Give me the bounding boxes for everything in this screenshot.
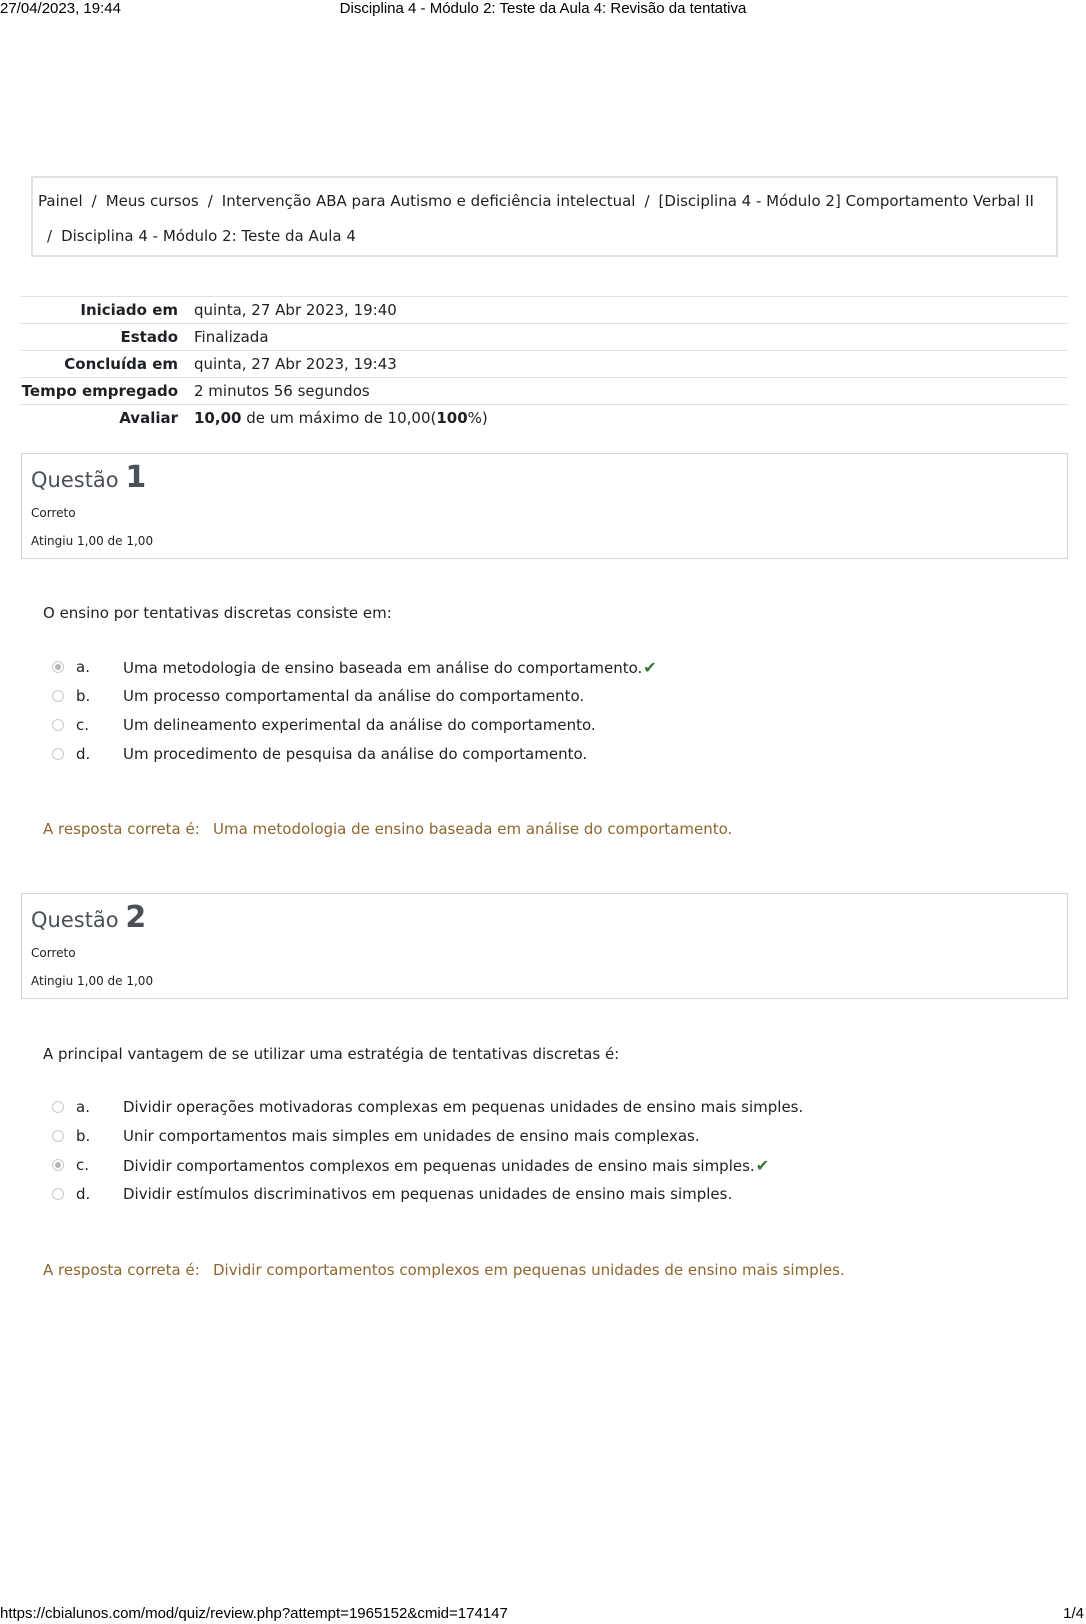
print-title: Disciplina 4 - Módulo 2: Teste da Aula 4: Revisão da tentativa: [339, 0, 747, 17]
question-state: Correto: [31, 946, 76, 960]
summary-value: quinta, 27 Abr 2023, 19:40: [194, 301, 397, 319]
grade-middle: de um máximo de 10,00(: [241, 409, 437, 428]
right-answer-text: Uma metodologia de ensino baseada em análise do comportamento.: [213, 820, 733, 838]
question-1-text: O ensino por tentativas discretas consiste em:: [43, 604, 392, 622]
grade-score: 10,00: [194, 409, 242, 428]
summary-row-state: [21, 324, 1068, 351]
summary-value: Finalizada: [194, 328, 269, 346]
breadcrumb-separator: /: [207, 192, 213, 210]
question-label: Questão: [31, 468, 119, 492]
answer-letter: d.: [76, 1185, 91, 1203]
breadcrumb-item-quiz[interactable]: Disciplina 4 - Módulo 2: Teste da Aula 4: [61, 227, 356, 245]
answer-text: Dividir estímulos discriminativos em pequenas unidades de ensino mais simples.: [123, 1185, 733, 1203]
summary-row-completed: [21, 351, 1068, 378]
check-icon: ✔: [643, 658, 657, 677]
print-datetime: 27/04/2023, 19:44: [0, 0, 121, 17]
question-2-info: [21, 893, 1068, 999]
question-grade: Atingiu 1,00 de 1,00: [31, 534, 154, 548]
breadcrumb-item-meus-cursos[interactable]: Meus cursos: [105, 192, 199, 210]
radio-icon[interactable]: [52, 1101, 64, 1113]
answer-text: Dividir operações motivadoras complexas em pequenas unidades de ensino mais simples.: [123, 1098, 804, 1116]
breadcrumb: [31, 176, 1058, 257]
print-footer: [0, 1604, 1086, 1624]
radio-icon[interactable]: [52, 690, 64, 702]
radio-icon[interactable]: [52, 748, 64, 760]
summary-row-started: [21, 297, 1068, 324]
grade-percent: 100: [436, 409, 468, 428]
radio-icon[interactable]: [52, 1188, 64, 1200]
answer-letter: a.: [76, 658, 90, 676]
summary-value: [186, 405, 1068, 432]
answer-text: [123, 1156, 769, 1175]
answer-text: Um delineamento experimental da análise do comportamento.: [123, 716, 596, 734]
summary-label: Estado: [120, 328, 178, 346]
right-answer-label: A resposta correta é:: [43, 820, 200, 838]
question-label: Questão: [31, 908, 119, 932]
summary-label: Avaliar: [119, 409, 178, 428]
question-2-right-answer: [43, 1261, 845, 1279]
answer-label: Uma metodologia de ensino baseada em análise do comportamento.: [123, 659, 643, 677]
question-grade: Atingiu 1,00 de 1,00: [31, 974, 154, 988]
question-number: 1: [125, 460, 147, 495]
answer-text: Unir comportamentos mais simples em unidades de ensino mais complexas.: [123, 1127, 700, 1145]
breadcrumb-separator: /: [644, 192, 650, 210]
breadcrumb-separator: /: [91, 192, 97, 210]
summary-row-grade: [21, 405, 1068, 432]
question-1-info: [21, 453, 1068, 559]
breadcrumb-separator: /: [47, 227, 53, 245]
answer-label: Dividir comportamentos complexos em pequenas unidades de ensino mais simples.: [123, 1157, 755, 1175]
right-answer-label: A resposta correta é:: [43, 1261, 200, 1279]
answer-letter: a.: [76, 1098, 90, 1116]
print-url: https://cbialunos.com/mod/quiz/review.php?attempt=1965152&cmid=174147: [0, 1605, 508, 1622]
radio-icon[interactable]: [52, 1130, 64, 1142]
answer-letter: c.: [76, 1156, 90, 1174]
answer-letter: b.: [76, 687, 91, 705]
print-header: [0, 0, 1086, 20]
answer-text: Um procedimento de pesquisa da análise do comportamento.: [123, 745, 588, 763]
breadcrumb-item-course[interactable]: Intervenção ABA para Autismo e deficiência intelectual: [221, 192, 636, 210]
radio-icon[interactable]: [52, 1159, 64, 1171]
summary-value: 2 minutos 56 segundos: [194, 382, 370, 400]
attempt-summary-table: [21, 296, 1068, 432]
question-title: [31, 460, 146, 495]
breadcrumb-item-painel[interactable]: Painel: [38, 192, 83, 210]
summary-value: quinta, 27 Abr 2023, 19:43: [194, 355, 397, 373]
summary-label: Tempo empregado: [21, 382, 178, 400]
answer-text: Um processo comportamental da análise do comportamento.: [123, 687, 585, 705]
right-answer-text: Dividir comportamentos complexos em pequenas unidades de ensino mais simples.: [213, 1261, 845, 1279]
radio-icon[interactable]: [52, 719, 64, 731]
question-1-right-answer: [43, 820, 732, 838]
question-title: [31, 900, 146, 935]
breadcrumb-item-section[interactable]: [Disciplina 4 - Módulo 2] Comportamento Verbal II: [658, 192, 1034, 210]
question-state: Correto: [31, 506, 76, 520]
summary-label: Iniciado em: [80, 301, 178, 319]
answer-text: [123, 658, 657, 677]
page-number: 1/4: [1063, 1605, 1084, 1622]
grade-end: %): [467, 409, 488, 428]
answer-letter: c.: [76, 716, 90, 734]
answer-letter: d.: [76, 745, 91, 763]
check-icon: ✔: [755, 1156, 770, 1175]
radio-icon[interactable]: [52, 661, 64, 673]
question-2-text: A principal vantagem de se utilizar uma estratégia de tentativas discretas é:: [43, 1045, 620, 1063]
answer-letter: b.: [76, 1127, 91, 1145]
summary-label: Concluída em: [64, 355, 178, 373]
summary-row-time: [21, 378, 1068, 405]
question-number: 2: [125, 900, 147, 935]
